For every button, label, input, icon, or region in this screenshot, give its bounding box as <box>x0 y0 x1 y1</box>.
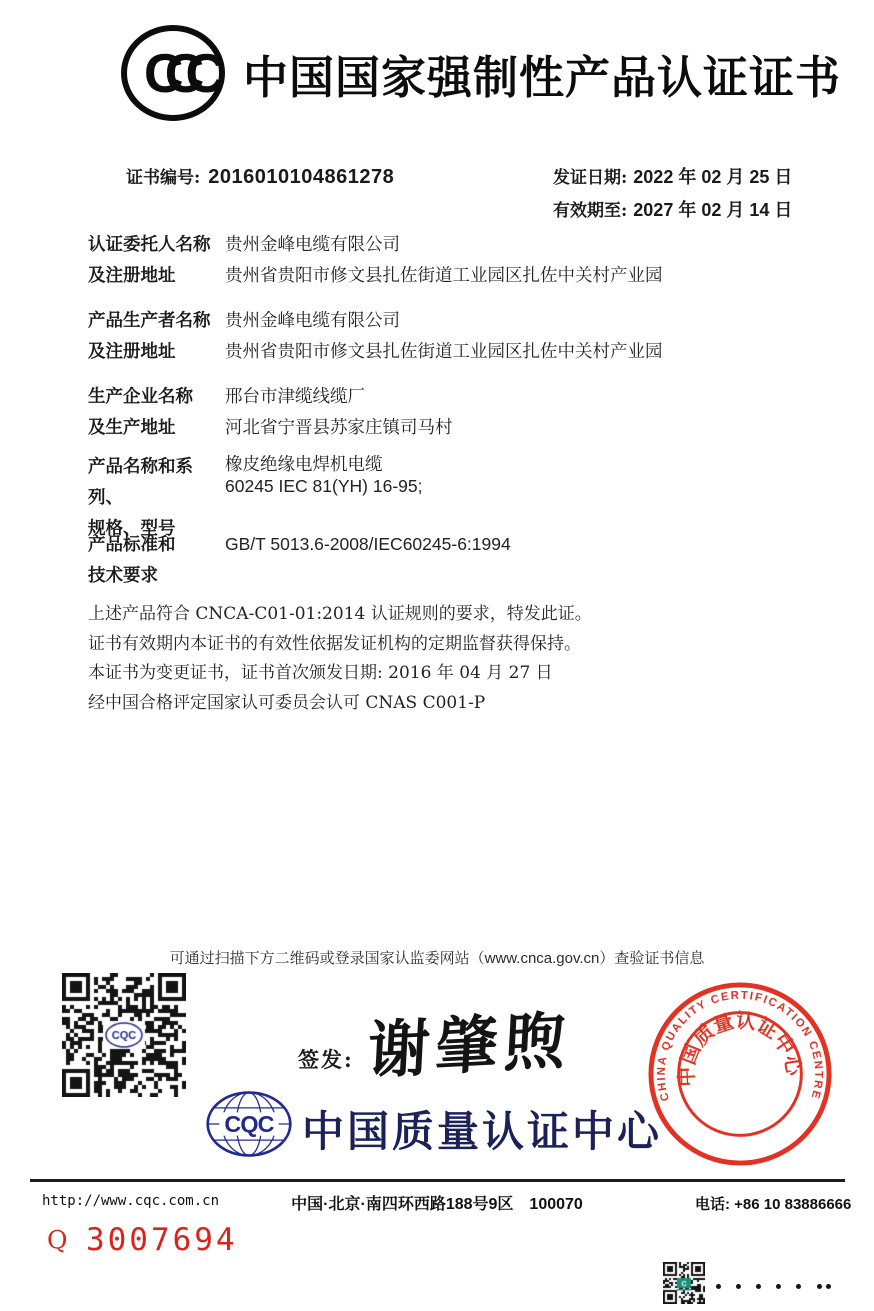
dot-decoration <box>817 1284 822 1289</box>
dot-decoration <box>826 1284 831 1289</box>
serial-prefix: Q <box>47 1225 68 1255</box>
dot-decoration <box>776 1284 781 1289</box>
certificate-number-row <box>126 163 394 189</box>
serial-number: 3007694 <box>85 1222 238 1258</box>
issuer-name: 中国质量认证中心 <box>302 1108 663 1155</box>
dot-decoration <box>716 1284 721 1289</box>
certificate-number-label: 证书编号: <box>126 168 201 188</box>
dot-decoration <box>796 1284 801 1289</box>
field-value: 橡皮绝缘电焊机电缆 60245 IEC 81(YH) 16-95; <box>225 454 423 496</box>
field-value: 邢台市津缆线缆厂 河北省宁晋县苏家庄镇司马村 <box>225 386 453 437</box>
field-value: 贵州金峰电缆有限公司 贵州省贵阳市修文县扎佐街道工业园区扎佐中关村产业园 <box>225 310 663 361</box>
issue-date-value: 2022 年 02 月 25 日 <box>633 167 793 187</box>
field-value: 贵州金峰电缆有限公司 贵州省贵阳市修文县扎佐街道工业园区扎佐中关村产业园 <box>225 234 663 285</box>
remarks-paragraph <box>88 600 592 718</box>
certificate-number-value: 2016010104861278 <box>208 166 395 188</box>
qr-code <box>62 973 186 1097</box>
signature-handwriting: 谢肇煦 <box>365 1003 574 1088</box>
qr-verification-note: 可通过扫描下方二维码或登录国家认监委网站（www.cnca.gov.cn）查验证书信息 <box>169 950 705 967</box>
dot-decoration <box>756 1284 761 1289</box>
valid-until-value: 2027 年 02 月 14 日 <box>633 200 793 220</box>
dot-decoration <box>736 1284 741 1289</box>
remarks-line: 上述产品符合 CNCA-C01-01:2014 认证规则的要求，特发此证。 <box>88 604 592 624</box>
svg-text:CQC: CQC <box>224 1111 274 1138</box>
remarks-line: 证书有效期内本证书的有效性依据发证机构的定期监督获得保持。 <box>88 633 581 654</box>
field-label: 产品名称和系列、 规格、型号 <box>88 456 193 538</box>
cqc-globe-icon <box>202 1089 296 1159</box>
qr-code-small <box>663 1262 705 1304</box>
issue-date-label: 发证日期: <box>553 168 628 188</box>
svg-text:中国质量认证中心: 中国质量认证中心 <box>676 1009 805 1088</box>
valid-until-row <box>553 194 792 227</box>
quality-seal-stamp <box>646 980 834 1168</box>
footer-website: http://www.cqc.com.cn <box>42 1193 220 1209</box>
remarks-line: 本证书为变更证书，证书首次颁发日期: 2016 年 04 月 27 日 <box>88 663 553 683</box>
field-label: 产品生产者名称 及注册地址 <box>88 310 211 361</box>
signed-by-label: 签发: <box>298 1047 354 1072</box>
date-block <box>553 161 792 227</box>
certificate-serial <box>47 1222 238 1258</box>
svg-text:CCC: CCC <box>143 42 207 104</box>
footer-divider <box>30 1179 845 1182</box>
remarks-line: 经中国合格评定国家认可委员会认可 CNAS C001-P <box>88 692 486 713</box>
footer-phone: 电话: +86 10 83886666 <box>695 1196 852 1213</box>
field-value: GB/T 5013.6-2008/IEC60245-6:1994 <box>225 534 511 554</box>
certificate-title: 中国国家强制性产品认证证书 <box>243 52 842 103</box>
svg-text:CHINA QUALITY CERTIFICATION CE: CHINA QUALITY CERTIFICATION CENTRE <box>655 989 825 1103</box>
footer-address: 中国·北京·南四环西路188号9区 100070 <box>291 1196 583 1213</box>
field-label: 产品标准和 技术要求 <box>88 534 176 585</box>
field-label: 认证委托人名称 及注册地址 <box>88 234 211 285</box>
issue-date-row <box>553 161 792 194</box>
valid-until-label: 有效期至: <box>553 201 628 221</box>
field-label: 生产企业名称 及生产地址 <box>88 386 193 437</box>
ccc-mark-icon <box>118 22 228 124</box>
